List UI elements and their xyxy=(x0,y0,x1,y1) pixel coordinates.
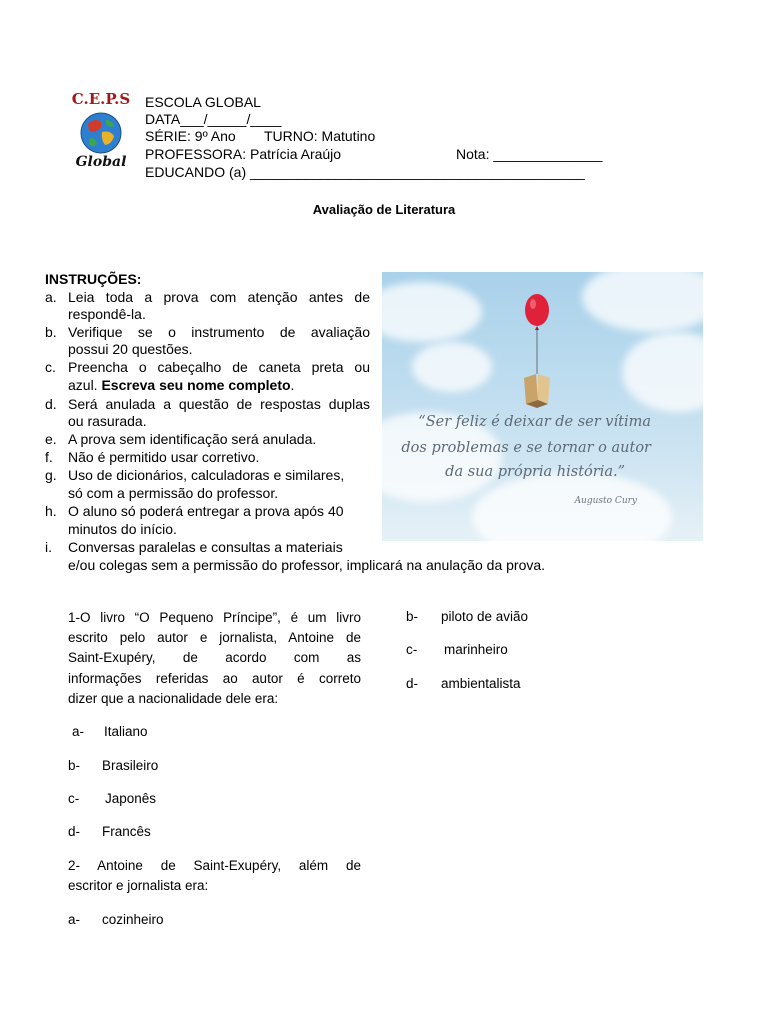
option-text: ambientalista xyxy=(441,676,521,691)
instruction-letter: c. xyxy=(45,359,56,375)
instruction-emphasis: Escreva seu nome completo xyxy=(101,377,291,393)
instruction-item-text: Leia toda a prova com atenção antes de xyxy=(68,289,370,305)
option-letter: b- xyxy=(406,609,419,624)
instruction-item-text: e/ou colegas sem a permissão do professor, implicará na anulação da prova. xyxy=(68,557,546,573)
question-2-line: 2- Antoine de Saint-Exupéry, além de xyxy=(68,858,361,873)
question-1-option-a[interactable] xyxy=(72,724,148,739)
instructions-heading: INSTRUÇÕES: xyxy=(45,271,142,287)
option-letter: d- xyxy=(406,676,419,691)
quote-image xyxy=(382,272,703,541)
option-letter: c- xyxy=(68,791,80,806)
instruction-item-text: só com a permissão do professor. xyxy=(68,485,279,501)
option-letter: d- xyxy=(68,824,81,839)
question-2-option-b[interactable] xyxy=(406,609,528,624)
option-text: marinheiro xyxy=(444,642,508,657)
quote-line: da sua própria história.” xyxy=(445,464,625,480)
logo-top-text: C.E.P.S xyxy=(71,90,131,108)
instruction-letter: i. xyxy=(45,539,52,555)
instruction-item-text: minutos do início. xyxy=(68,521,177,537)
instruction-item-text: ou rasurada. xyxy=(68,413,147,429)
date-field: DATA___/_____/____ xyxy=(145,111,282,127)
question-1-option-c[interactable] xyxy=(68,791,156,806)
school-logo xyxy=(68,90,134,176)
option-letter: b- xyxy=(68,758,81,773)
instruction-item-text: A prova sem identificação será anulada. xyxy=(68,431,317,447)
instruction-text-part: . xyxy=(290,377,295,393)
instruction-letter: a. xyxy=(45,289,57,305)
page-title: Avaliação de Literatura xyxy=(312,202,456,217)
option-text: Italiano xyxy=(104,724,148,739)
question-1-line: informações referidas ao autor é correto xyxy=(68,671,361,686)
option-text: Brasileiro xyxy=(102,758,159,773)
quote-line: “Ser feliz é deixar de ser vítima xyxy=(418,414,651,430)
question-2-option-d[interactable] xyxy=(406,676,521,691)
globe-icon xyxy=(80,112,122,154)
instruction-letter: d. xyxy=(45,396,57,412)
instruction-item-text: Será anulada a questão de respostas duplas xyxy=(68,396,370,412)
question-1-line: dizer que a nacionalidade dele era: xyxy=(68,691,279,706)
educando-field: EDUCANDO (a) ___________________________________________ xyxy=(145,164,585,180)
instruction-item-text: possui 20 questões. xyxy=(68,341,193,357)
question-2-option-a[interactable] xyxy=(68,912,164,927)
option-text: Japonês xyxy=(105,791,157,806)
logo-bottom-text: Global xyxy=(75,154,127,170)
nota-field: Nota: ______________ xyxy=(456,146,603,162)
question-2-line: escritor e jornalista era: xyxy=(68,878,209,893)
option-text: cozinheiro xyxy=(102,912,164,927)
question-1-line: 1-O livro “O Pequeno Príncipe”, é um livro xyxy=(68,610,361,625)
question-1-line: escrito pelo autor e jornalista, Antoine de xyxy=(68,630,361,645)
instruction-letter: e. xyxy=(45,431,57,447)
instruction-letter: g. xyxy=(45,467,57,483)
instruction-item-text: Preencha o cabeçalho de caneta preta ou xyxy=(68,359,370,375)
instruction-item-text: respondê-la. xyxy=(68,306,146,322)
question-1-option-b[interactable] xyxy=(68,758,158,773)
option-letter: a- xyxy=(72,724,85,739)
instruction-letter: b. xyxy=(45,324,57,340)
question-1-line: Saint-Exupéry, de acordo com as xyxy=(68,650,361,665)
school-name: ESCOLA GLOBAL xyxy=(145,94,261,110)
instruction-item-text: Verifique se o instrumento de avaliação xyxy=(68,324,370,340)
instruction-item-text: Não é permitido usar corretivo. xyxy=(68,449,260,465)
balloon-icon xyxy=(502,282,572,412)
instruction-item-text: O aluno só poderá entregar a prova após 40 xyxy=(68,503,344,519)
question-1-option-d[interactable] xyxy=(68,824,151,839)
instruction-item-text: Conversas paralelas e consultas a materiais xyxy=(68,539,343,555)
turno-label: TURNO: Matutino xyxy=(264,128,376,144)
quote-author: Augusto Cury xyxy=(574,496,637,506)
option-letter: c- xyxy=(406,642,418,657)
option-letter: a- xyxy=(68,912,81,927)
instruction-letter: h. xyxy=(45,503,57,519)
option-text: piloto de avião xyxy=(441,609,529,624)
professora-label: PROFESSORA: Patrícia Araújo xyxy=(145,146,342,162)
serie-label: SÉRIE: 9º Ano xyxy=(145,128,236,144)
instruction-text-part: azul. xyxy=(68,377,102,393)
question-2-option-c[interactable] xyxy=(406,642,508,657)
option-text: Francês xyxy=(102,824,151,839)
quote-line: dos problemas e se tornar o autor xyxy=(401,440,651,456)
instruction-item-text: Uso de dicionários, calculadoras e similares, xyxy=(68,467,345,483)
instruction-item-text xyxy=(68,377,294,395)
instruction-letter: f. xyxy=(45,449,53,465)
